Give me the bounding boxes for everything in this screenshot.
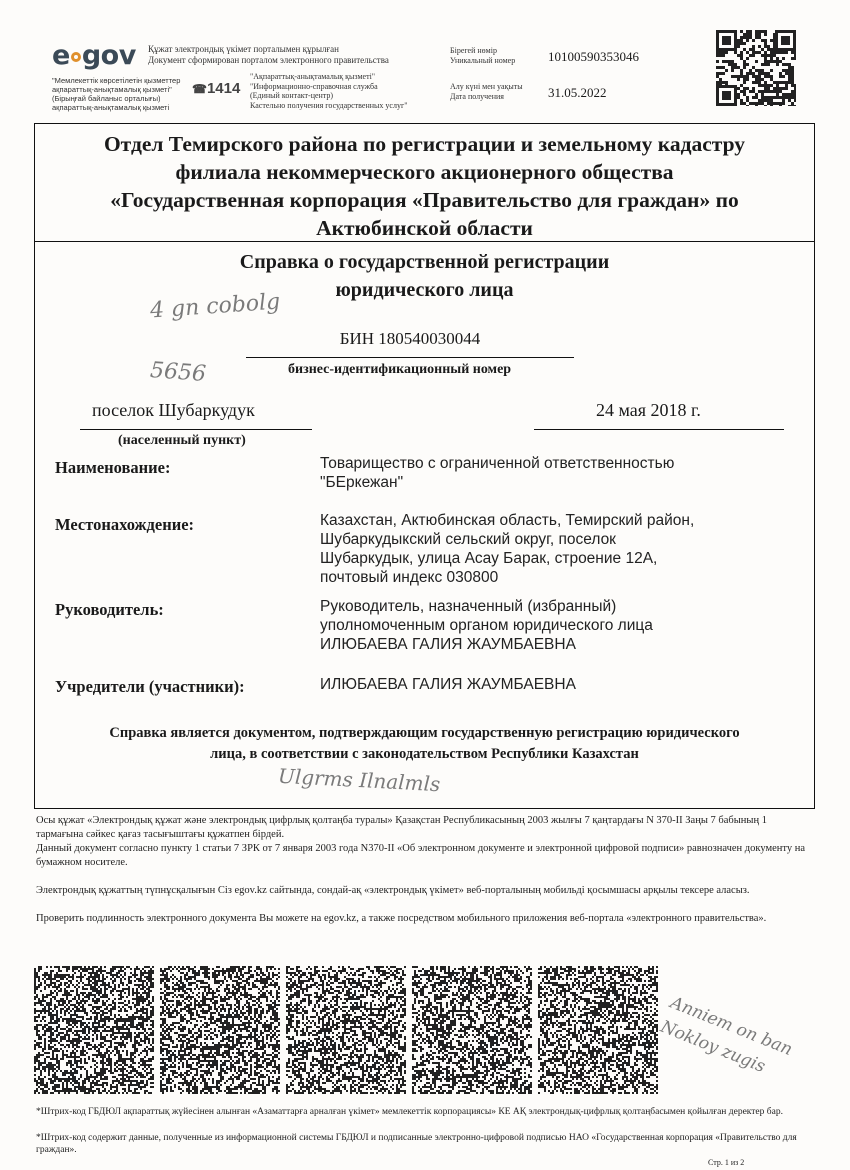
document-title-line-2: юридического лица (335, 279, 514, 301)
document-title (34, 248, 815, 304)
footer-legal-kz: Осы құжат «Электрондық құжат және электрондық цифрлық қолтаңба туралы» Қазақстан Республикасының 2003 жылғы 7 қаңтардағы N 370-II Заңы 7 бабының 1 тармағына сәйкес қағаз тасығыштағы құжатпен бірдей. (36, 815, 767, 840)
unique-label-ru: Уникальный номер (450, 56, 516, 65)
head-label: Руководитель: (55, 600, 164, 619)
place-caption: (населенный пункт) (118, 433, 246, 448)
head-line-1: Руководитель, назначенный (избранный) (320, 598, 617, 615)
qr-code-icon (716, 30, 796, 106)
handwritten-note-top: 4 gn cobolg (149, 289, 281, 324)
service-line-3: (Единый контакт-центр) (250, 91, 334, 100)
handwritten-signature: Ulgrms Ilnalmls (277, 763, 441, 797)
location-line-2: Шубаркудыкский сельский округ, поселок (320, 531, 616, 548)
footer-legal-ru: Данный документ согласно пункту 1 статьи 7 ЗРК от 7 января 2003 года N370-II «Об электронном документе и электронной цифровой подписи» равнозначен документу на бумажном носителе. (36, 843, 805, 868)
service-info (250, 72, 450, 110)
page-number: Стр. 1 из 2 (708, 1158, 745, 1167)
place-value: поселок Шубаркудук (92, 400, 255, 420)
portal-line-kz: Құжат электрондық үкімет порталымен құрылған (148, 44, 339, 54)
head-value (320, 597, 653, 654)
handwritten-side-note: Anniem on ban Nokloy zugis (657, 992, 796, 1078)
legal-note-line-2: лица, в соответствии с законодательством Республики Казахстан (210, 746, 639, 762)
phone-code-value: 1414 (206, 80, 241, 97)
bin-caption: бизнес-идентификационный номер (288, 362, 512, 377)
unique-number-label (450, 46, 515, 66)
bin-underline (246, 357, 574, 358)
service-line-4: Кастельно получения государственных услуг" (250, 100, 408, 110)
barcode-note-kz: *Штрих-код ГБДЮЛ ақпараттық жүйесінен алынған «Азаматтарға арналған үкімет» мемлекеттік корпорациясы» КЕ АҚ электрондық-цифрлық қолтаңбасымен қойылған деректер бар. (36, 1107, 783, 1117)
date-label (450, 82, 523, 102)
footer-verify-ru: Проверить подлинность электронного документа Вы можете на egov.kz, а также посредством мобильного приложения веб-портала «электронного правительства». (36, 913, 767, 924)
name-value (320, 454, 674, 492)
founders-label: Учредители (участники): (55, 677, 245, 696)
service-line-2: "Информационно-справочная служба (250, 81, 378, 91)
location-label: Местонахождение: (55, 515, 195, 534)
date-label-kz: Алу күні мен уақыты (450, 82, 523, 91)
title-divider (34, 241, 815, 242)
bin-value: БИН 180540030044 (339, 329, 481, 348)
logo-gov: gov (81, 40, 136, 71)
phone-code (192, 80, 240, 97)
logo-subtext: "Мемлекеттік көрсетілетін қызметтер ақпараттық-анықтамалық қызметі" (Бірыңғай байланыс орталығы) ақпараттық-анықтамалық қызметі (52, 76, 181, 112)
location-value (320, 511, 694, 587)
issuer-title (34, 130, 815, 242)
date-underline (534, 429, 784, 430)
place-underline (80, 429, 312, 430)
document-title-line-1: Справка о государственной регистрации (239, 251, 610, 273)
location-line-4: почтовый индекс 030800 (320, 569, 499, 586)
name-line-1: Товарищество с ограниченной ответственностью (320, 455, 675, 472)
logo-dot-icon (71, 52, 81, 62)
phone-icon: ☎ (192, 82, 207, 96)
issuer-line-3: «Государственная корпорация «Правительство для граждан» по (110, 188, 739, 212)
name-line-2: "БЕркежан" (320, 474, 404, 491)
unique-label-kz: Бірегей нөмір (450, 46, 497, 55)
head-line-2: уполномоченным органом юридического лица (320, 617, 653, 634)
issuer-line-1: Отдел Темирского района по регистрации и земельному кадастру (103, 132, 746, 156)
date-label-ru: Дата получения (450, 92, 504, 101)
legal-note-line-1: Справка является документом, подтверждающим государственную регистрацию юридического (109, 725, 740, 741)
location-line-1: Казахстан, Актюбинская область, Темирский район, (320, 512, 695, 529)
portal-info (148, 44, 448, 66)
date-value: 31.05.2022 (548, 85, 607, 100)
logo-e: e (52, 40, 70, 71)
head-line-3: ИЛЮБАЕВА ГАЛИЯ ЖАУМБАЕВНА (320, 636, 576, 653)
footer-verify-kz: Электрондық құжаттың түпнұсқалығын Сіз egov.kz сайтында, сондай-ақ «электрондық үкімет» веб-порталының мобильді қосымшасы арқылы тексере аласыз. (36, 885, 750, 896)
handwritten-number: 5656 (149, 358, 207, 387)
location-line-3: Шубаркудык, улица Асау Барак, строение 12А, (320, 550, 658, 567)
issuer-line-4: Актюбинской области (316, 216, 533, 240)
name-label: Наименование: (55, 458, 171, 477)
barcode-note-ru: *Штрих-код содержит данные, полученные из информационной системы ГБДЮЛ и подписанные электронно-цифровой подписью НАО «Государственная корпорация «Правительство для граждан». (36, 1133, 797, 1155)
egov-logo (52, 40, 136, 71)
legal-note (34, 723, 815, 765)
service-line-1: "Ақпараттық-анықтамалық қызметі" (250, 72, 376, 81)
issuer-line-2: филиала некоммерческого акционерного общества (175, 160, 674, 184)
portal-line-ru: Документ сформирован порталом электронного правительства (148, 55, 389, 65)
registration-date: 24 мая 2018 г. (596, 400, 701, 420)
founders-value: ИЛЮБАЕВА ГАЛИЯ ЖАУМБАЕВНА (320, 676, 576, 693)
unique-number-value: 10100590353046 (548, 49, 639, 64)
barcode-strip (34, 966, 664, 1096)
